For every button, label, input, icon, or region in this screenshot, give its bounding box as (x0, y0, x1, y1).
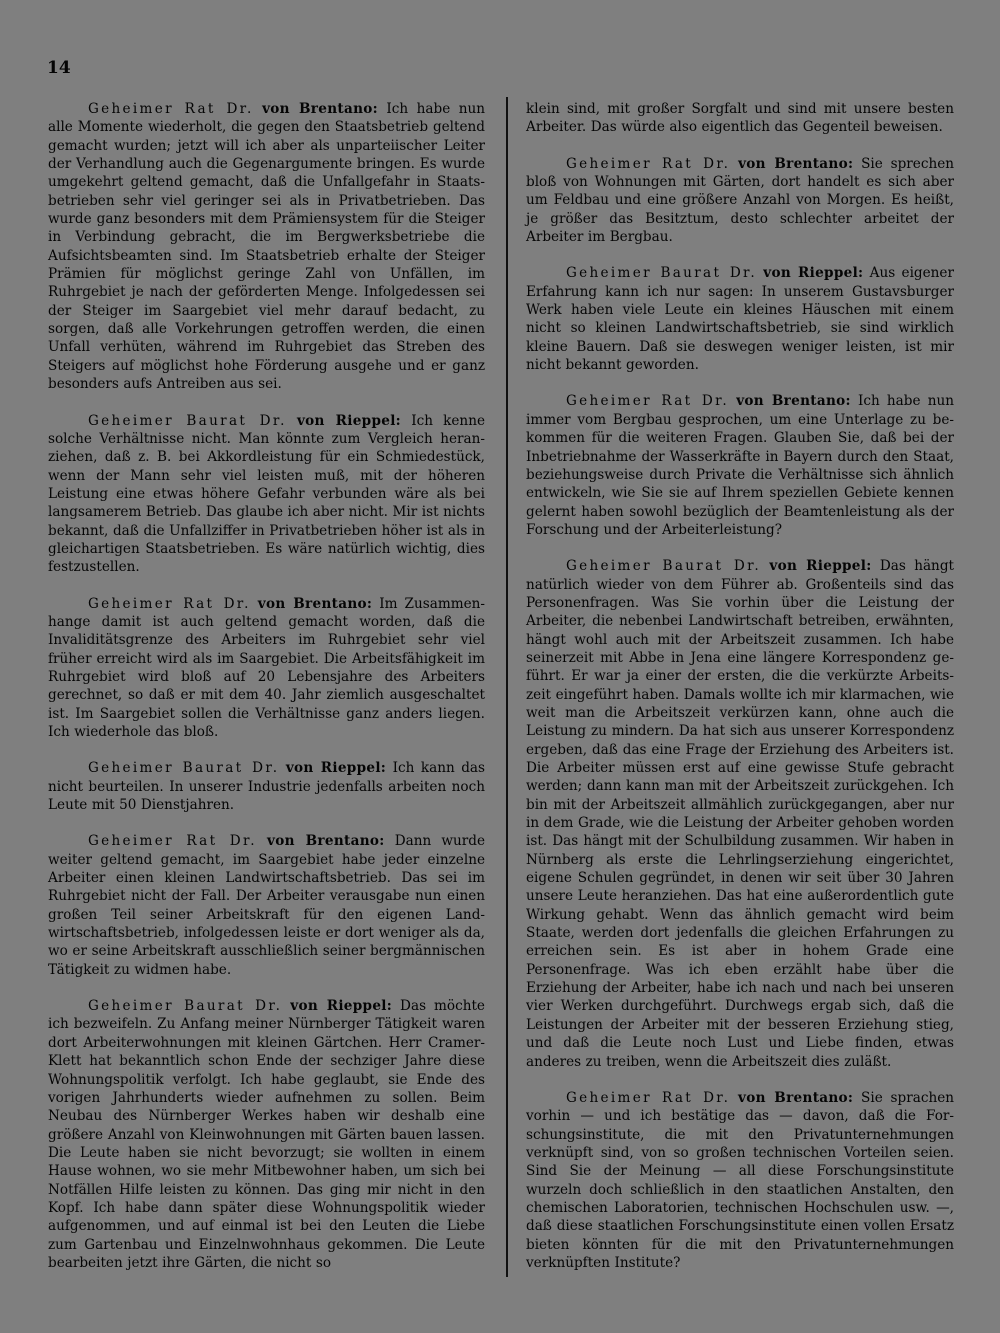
paragraph (48, 759, 485, 814)
paragraph-text: Das hängt natürlich wieder von dem Führer ab. Großenteils sind das Personenfragen. Was Sie vorhin über die Leistung der Arbeiter, die nebenbei Landwirtschaft betreiben, erwähnten, hängt wohl auch mit der Arbeitszeit zusammen. Ich habe seinerzeit mit Abbe in Jena eine längere Korrespondenz geführt. Er war ja einer der ersten, die die verkürzte Arbeitszeit eingeführt haben. Damals wollte ich mir klarmachen, wie weit man die Arbeitszeit verkürzen kann, ohne auch die Leistung zu mindern. Da hat sich aus unserer Korrespondenz ergeben, daß das eine Frage der Erziehung des Arbeiters ist. Die Arbeiter müssen erst auf eine gewisse Stufe gebracht werden; dann kann man mit der Arbeitszeit zurückgehen. Ich bin mit der Arbeitszeit allmählich zurückgegangen, aber nur in dem Grade, wie die Leistung der Arbeiter gehoben worden ist. Das hängt mit der Schulbildung zusammen. Wir haben in Nürnberg als erste die Lehrlingserziehung eingerichtet, eigene Schulen gegründet, in denen wir seit über 30 Jahren unsere Leute heranziehen. Das hat eine außerordentlich gute Wirkung gehabt. Wenn das ähnlich gemacht wird beim Staate, werden dort jedenfalls die gleichen Erfahrungen zu erreichen sein. Es ist aber in hohem Grade eine Personenfrage. Was ich eben erzählt habe über die Erziehung der Arbeiter, habe ich nach und nach bei unseren vier Werken durchgeführt. Durchwegs ergab sich, daß die Leistungen der Arbeiter mit der besseren Erziehung stieg, und daß die Leute noch Lust und Liebe finden, etwas anderes zu treiben, wenn die Arbeitszeit dies zuläßt. (526, 558, 954, 1070)
right-column (526, 100, 954, 1272)
continued-paragraph: klein sind, mit großer Sorgfalt und sind mit unsere besten Arbeiter. Das würde also eigentlich das Gegenteil beweisen. (526, 101, 954, 136)
speaker-rank: Geheimer Rat Dr. (88, 101, 254, 117)
paragraph (526, 1089, 954, 1272)
paragraph-text: Im Zusammenhange damit ist auch geltend gemacht worden, daß die Invaliditätsgrenze des Arbeiters im Ruhrgebiet sehr viel früher erreicht wird als im Saargebiet. Die Arbeitsfähigkeit im Ruhrgebiet wird bloß auf 20 Lebensjahre des Arbeiters gerechnet, so daß er mit dem 40. Jahr ziemlich ausgeschaltet ist. Im Saargebiet sollen die Verhältnisse ganz anders liegen. Ich wiederhole das bloß. (48, 595, 485, 740)
speaker-rank: Geheimer Baurat Dr. (566, 558, 762, 575)
page-number: 14 (47, 58, 71, 78)
speaker-name: von Brentano: (738, 155, 854, 172)
speaker-rank: Geheimer Rat Dr. (88, 595, 251, 612)
speaker-name: von Brentano: (262, 101, 378, 117)
speaker-rank: Geheimer Rat Dr. (88, 833, 257, 850)
speaker-name: von Rieppel: (296, 412, 401, 429)
paragraph-text: Aus eigener Erfahrung kann ich nur sagen: In unserem Gustavsburger Werk haben viele Leute ein kleines Häuschen mit einem nicht so kleinen Landwirtschaftsbetrieb, sie sind wirklich kleine Bauern. Daß sie deswegen weniger leisten, ist mir nicht bekannt geworden. (526, 265, 954, 374)
paragraph (48, 100, 485, 394)
paragraph (48, 595, 485, 742)
paragraph-text: Sie sprechen bloß von Wohnungen mit Gärten, dort handelt es sich aber um Feldbau und eine größere Anzahl von Morgen. Es heißt, je größer das Besitztum, desto schlechter arbeitet der Arbeiter im Bergbau. (526, 155, 954, 246)
paragraph (48, 412, 485, 577)
speaker-name: von Rieppel: (769, 558, 872, 575)
speaker-name: von Brentano: (257, 595, 373, 612)
speaker-rank: Geheimer Baurat Dr. (566, 265, 757, 282)
paragraph (526, 155, 954, 247)
speaker-name: von Brentano: (736, 393, 851, 410)
paragraph-text: Ich habe nun alle Momente wiederholt, die gegen den Staatsbetrieb geltend gemacht wurden; jetzt will ich aber als unparteiischer Leiter der Verhandlung auch die Gegenargumente bringen. Es wurde umgekehrt geltend gemacht, daß die Unfallgefahr in Staatsbetrieben sehr viel geringer sei als in Privatbetrieben. Das wurde ganz besonders mit dem Prämiensystem für die Steiger in Verbindung gebracht, die im Bergwerksbetriebe die Aufsichtsbeamten sind. Im Staatsbetrieb erhalte der Steiger Prämien für möglichst geringe Zahl von Unfällen, im Ruhrgebiet je nach der geförderten Menge. Infolgedessen sei der Steiger im Saargebiet viel mehr darauf bedacht, zu sorgen, daß alle Vorkehrungen getroffen werden, die einen Unfall verhüten, während im Ruhrgebiet das Streben des Steigers auf möglichst hohe Förderung ausgehe und er ganz besonders aufs Antreiben aus sei. (48, 101, 485, 393)
speaker-name: von Rieppel: (290, 998, 393, 1015)
speaker-name: von Brentano: (738, 1089, 854, 1106)
paragraph (48, 997, 485, 1272)
speaker-name: von Rieppel: (763, 265, 864, 282)
paragraph-text: Das möchte ich bezweifeln. Zu Anfang meiner Nürnberger Tätigkeit waren dort Arbeiterwohnungen mit kleinen Gärtchen. Herr Cramer-Klett hat bekanntlich schon Ende der sechziger Jahre diese Wohnungspolitik verfolgt. Ich habe geglaubt, sie Ende des vorigen Jahrhunderts wieder aufnehmen zu sollen. Beim Neubau des Nürnberger Werkes haben wir deshalb eine größere Anzahl von Kleinwohnungen mit Gärten bauen lassen. Die Leute haben sie nicht bevorzugt; sie wollten in einem Hause wohnen, wo sie mehr Mitbewohner haben, um sich bei Notfällen Hilfe leisten zu können. Das ging mir nicht in den Kopf. Ich habe dann später diese Wohnungspolitik wieder aufgenommen, und auf einmal ist bei den Leuten die Liebe zum Gartenbau und Einzelnwohnhaus gekommen. Die Leute bearbeiten jetzt ihre Gärten, die nicht so (48, 998, 485, 1271)
paragraph-text: Ich kann das nicht beurteilen. In unserer Industrie jedenfalls arbeiten noch Leute mit 50 Dienstjahren. (48, 760, 485, 814)
paragraph (526, 264, 954, 374)
speaker-name: von Brentano: (267, 833, 385, 850)
paragraph (526, 557, 954, 1071)
paragraph-text: Ich kenne solche Verhältnisse nicht. Man könnte zum Vergleich heranziehen, daß z. B. bei Akkordleistung für ein Schmiedestück, wenn der Mann sehr viel leisten muß, mit der höheren Leistung eine etwas höhere Gefahr verbunden wäre als bei langsamerem Betrieb. Das glaube ich aber nicht. Mir ist nichts bekannt, daß die Unfallziffer in Privatbetrieben höher ist als in gleichartigen Staatsbetrieben. Es wäre natürlich wichtig, dies festzustellen. (48, 412, 485, 576)
left-column (48, 100, 485, 1272)
speaker-rank: Geheimer Rat Dr. (566, 393, 730, 410)
paragraph (48, 832, 485, 979)
paragraph-text: Ich habe nun immer vom Bergbau gesprochen, um eine Unterlage zu bekommen für die weiteren Fragen. Glauben Sie, daß bei der Inbetriebnahme der Wasserkräfte in Bayern durch den Staat, beziehungsweise durch Private die Verhältnisse sich ähnlich entwickeln, wie Sie sie auf Ihrem speziellen Gebiete kennen gelernt haben sowohl bezüglich der Beamtenleistung als der Forschung und der Arbeiterleistung? (526, 393, 954, 538)
speaker-rank: Geheimer Rat Dr. (566, 1089, 731, 1106)
paragraph (526, 392, 954, 539)
column-divider (506, 97, 508, 1277)
speaker-rank: Geheimer Baurat Dr. (88, 998, 283, 1015)
speaker-name: von Rieppel: (285, 760, 387, 777)
paragraph-text: Dann wurde weiter geltend gemacht, im Saargebiet habe jeder einzelne Arbeiter einen kleinen Landwirtschaftsbetrieb. Das sei im Ruhrgebiet nicht der Fall. Der Arbeiter verausgabe nun einen großen Teil seiner Arbeitskraft für den eigenen Landwirtschaftsbetrieb, infolgedessen leiste er dort weniger als da, wo er seine Arbeitskraft ausschließlich seiner bergmännischen Tätigkeit zu widmen habe. (48, 833, 485, 978)
speaker-rank: Geheimer Rat Dr. (566, 155, 731, 172)
speaker-rank: Geheimer Baurat Dr. (88, 412, 287, 429)
speaker-rank: Geheimer Baurat Dr. (88, 760, 280, 777)
paragraph-text: Sie sprachen vorhin — und ich bestätige das — davon, daß die Forschungsinstitute, die mit den Privatunternehmungen verknüpft sind, von so großen technischen Vorteilen seien. Sind Sie der Meinung — all diese Forschungsinstitute wurzeln doch schließlich in den staatlichen Anstalten, den chemischen Laboratorien, technischen Hochschulen usw. —, daß diese staatlichen Forschungsinstitute einen vollen Ersatz bieten könnten für die mit den Privatunternehmungen verknüpften Institute? (526, 1089, 955, 1271)
